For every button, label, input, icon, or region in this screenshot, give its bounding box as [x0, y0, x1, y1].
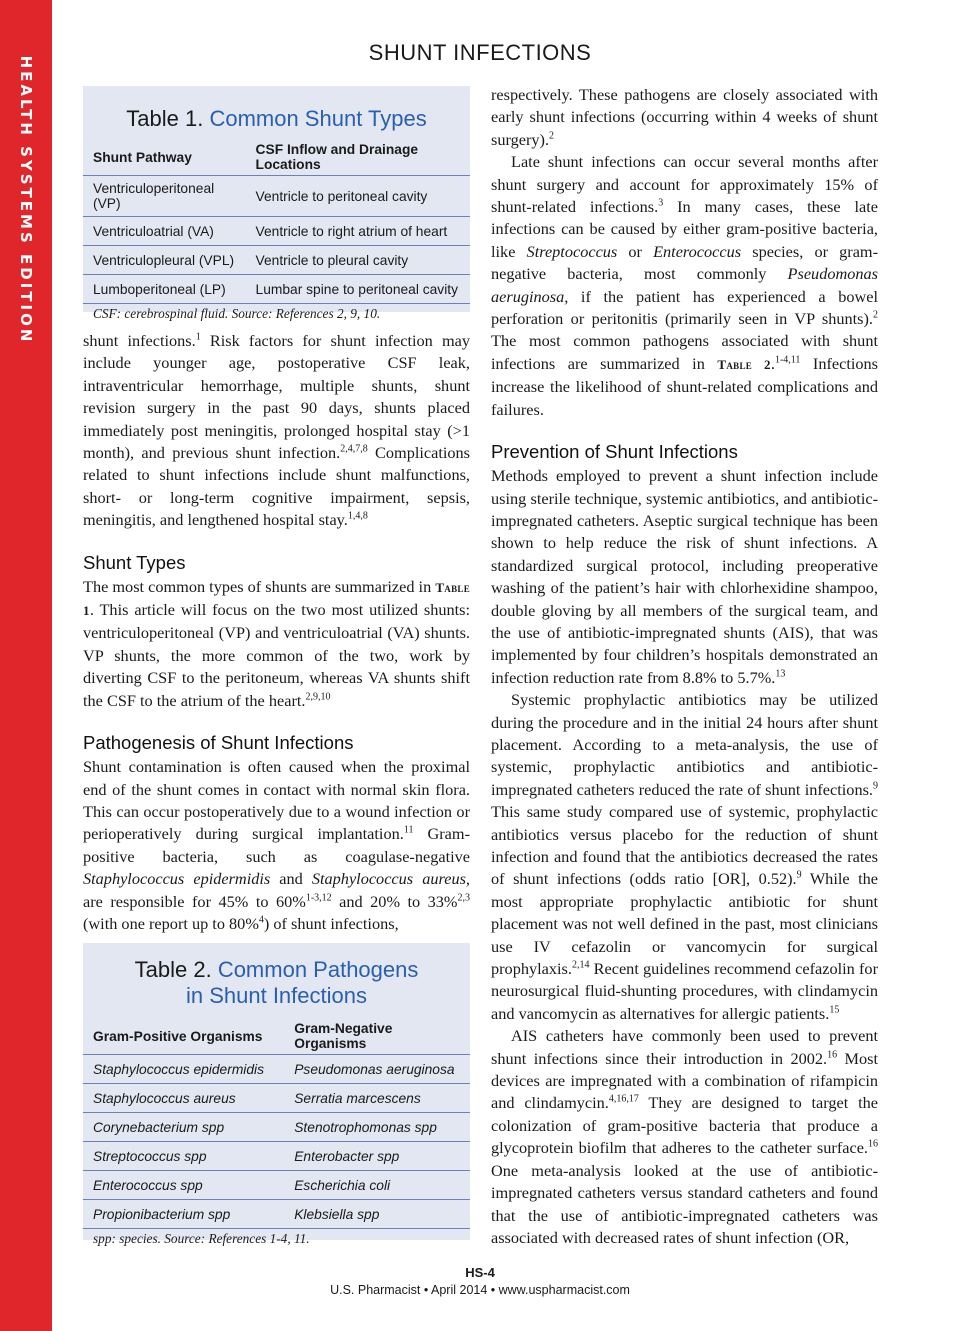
citation: 2,9,10 [305, 691, 331, 703]
table-cell: Pseudomonas aeruginosa [284, 1055, 470, 1084]
table-1 [83, 86, 470, 321]
text: and [270, 869, 312, 889]
table-1-note: CSF: cerebrospinal fluid. Source: References 2, 9, 10. [93, 306, 381, 321]
organism-name: Pseudomonas aeruginosa, [491, 264, 878, 306]
table-row [83, 246, 470, 275]
table-cell: Ventriculopleural (VPL) [83, 246, 246, 275]
section-heading-shunt-types: Shunt Types [83, 551, 186, 573]
table-2-title-prefix: Table 2. [134, 957, 212, 982]
side-strip [0, 0, 52, 1331]
organism-name: Enterococcus [653, 241, 742, 261]
table-cell: Ventricle to pleural cavity [246, 246, 470, 275]
right-column [491, 84, 878, 1249]
table-cell: Ventricle to right atrium of heart [246, 217, 470, 246]
table-2-header: Gram-Positive Organisms [83, 1017, 284, 1055]
table-2 [83, 943, 470, 1246]
table-1-grid [83, 138, 470, 304]
citation: 9 [796, 869, 802, 881]
table-cell: Stenotrophomonas spp [284, 1113, 470, 1142]
citation: 2,3 [457, 892, 470, 904]
citation: 4 [258, 914, 264, 926]
table-cell: Lumboperitoneal (LP) [83, 275, 246, 304]
text: Gram-positive bacteria, such as coagulase-negative [83, 824, 470, 866]
organism-name: Staphylococcus epidermidis [83, 869, 271, 889]
text: Late shunt infections can occur several months after shunt surgery and account for approximately 15% of shunt-related infections. [491, 152, 878, 217]
table-cell: Corynebacterium spp [83, 1113, 284, 1142]
table-row [83, 217, 470, 246]
text: . [770, 353, 775, 373]
table-2-header-row [83, 1017, 470, 1055]
text: species, or gram-negative bacteria, most commonly [491, 241, 879, 284]
citation: 13 [775, 668, 786, 680]
text: respectively. These pathogens are closely associated with early shunt infections (occurring within 4 weeks of shunt surgery). [491, 85, 878, 149]
table-cell: Klebsiella spp [284, 1200, 470, 1229]
text: Most devices are impregnated with a combination of rifampicin and clindamycin. [491, 1048, 878, 1113]
citation: 2 [873, 309, 878, 321]
text: Shunt contamination is often caused when the proximal end of the shunt comes in contact with normal skin flora. This can occur postoperatively due to a wound infection or perioperatively during surgical implantation. [83, 757, 470, 844]
table-row [83, 1142, 470, 1171]
citation: 1-3,12 [305, 892, 332, 904]
citation: 1,4,8 [347, 510, 368, 522]
running-head: SHUNT INFECTIONS [368, 40, 592, 65]
table-cell: Escherichia coli [284, 1171, 470, 1200]
citation: 1-4,11 [774, 354, 801, 366]
citation: 2,14 [571, 959, 590, 971]
table-cell: Streptococcus spp [83, 1142, 284, 1171]
table-row [83, 1113, 470, 1142]
table-1-title [83, 86, 470, 138]
text: The most common types of shunts are summarized in [83, 576, 436, 596]
citation: 3 [658, 197, 664, 209]
table-cell: Enterococcus spp [83, 1171, 284, 1200]
citation: 4,16,17 [608, 1094, 639, 1106]
paragraph [83, 756, 470, 935]
table-row [83, 1055, 470, 1084]
text: Systemic prophylactic antibiotics may be utilized during the procedure and in the initial 24 hours after shunt placement. According to a meta-analysis, the use of systemic, prophylactic antibiotics and antibiotic-impregnated catheters reduced the rate of shunt infections. [491, 690, 878, 799]
text: One meta-analysis looked at the use of antibiotic-impregnated catheters versus standard catheters and found that the use of antibiotic-impregnated catheters was associated with decreased rates of shunt infection (OR, [491, 1160, 878, 1247]
paragraph [83, 576, 470, 712]
text: This same study compared use of systemic, prophylactic antibiotics versus placebo for the reduction of shunt infection and found that the antibiotics decreased the rates of shunt infections (odds ratio [OR], 0.52). [491, 802, 878, 889]
table-1-header-row [83, 138, 470, 176]
table-1-title-main: Common Shunt Types [209, 106, 427, 131]
citation: 2 [549, 130, 555, 142]
table-2-title-line2: in Shunt Infections [185, 983, 367, 1008]
table-2-grid [83, 1017, 470, 1229]
text: They are designed to target the colonization of gram-positive bacteria that produce a glycoprotein biofilm that adheres to the catheter surface. [491, 1093, 879, 1158]
organism-name: Streptococcus [526, 241, 618, 261]
page-number: HS-4 [465, 1265, 495, 1280]
text: Infections increase the likelihood of shunt-related complications and failures. [491, 353, 879, 419]
table-2-title [83, 943, 470, 1017]
table-cell: Staphylococcus aureus [83, 1084, 284, 1113]
text: if the patient has experienced a bowel perforation or peritonitis (primarily seen in VP shunts). [491, 286, 878, 329]
table-cell: Staphylococcus epidermidis [83, 1055, 284, 1084]
paragraph [491, 151, 878, 421]
text: Complications related to shunt infections include shunt malfunctions, short- or long-term cognitive impairment, sepsis, meningitis, and lengthened hospital stay. [83, 443, 470, 530]
table-1-header: CSF Inflow and Drainage Locations [246, 138, 470, 176]
paragraph [83, 330, 470, 532]
table-row [83, 1171, 470, 1200]
citation: 11 [403, 824, 414, 836]
table-row [83, 1084, 470, 1113]
table-cell: Ventricle to peritoneal cavity [246, 176, 470, 217]
table-reference: Table 1 [83, 579, 470, 619]
text: Risk factors for shunt infection may include younger age, postoperative CSF leak, intraventricular hemorrhage, multiple shunts, shunt revision surgery in the past 90 days, shunts placed immediately post meningitis, prolonged hospital stay (>1 month), and previous shunt infection. [83, 331, 470, 463]
table-reference: Table 2 [717, 356, 771, 372]
citation: 1 [195, 331, 201, 343]
text: While the most appropriate prophylactic antibiotic for shunt placement was not well defined in the past, most clinicians use IV cefazolin or vancomycin for surgical prophylaxis. [491, 869, 878, 979]
table-cell: Enterobacter spp [284, 1142, 470, 1171]
table-2-title-line1: Common Pathogens [217, 957, 419, 982]
table-cell: Ventriculoperitoneal (VP) [83, 176, 246, 217]
table-cell: Propionibacterium spp [83, 1200, 284, 1229]
table-1-title-prefix: Table 1. [126, 106, 204, 131]
section-heading-pathogenesis: Pathogenesis of Shunt Infections [83, 732, 354, 754]
citation: 15 [829, 1004, 840, 1016]
table-row [83, 1200, 470, 1229]
citation: 9 [873, 780, 878, 792]
table-row [83, 275, 470, 304]
text: AIS catheters have commonly been used to prevent shunt infections since their introduction in 2002. [491, 1026, 878, 1068]
left-column [83, 330, 470, 935]
table-2-note: spp: species. Source: References 1-4, 11. [93, 1231, 310, 1246]
paragraph [491, 84, 878, 151]
paragraph [491, 1025, 878, 1249]
citation: 16 [868, 1138, 878, 1150]
text: In many cases, these late infections can be caused by either gram-positive bacteria, like [491, 197, 878, 261]
organism-name: Staphylococcus aureus, [311, 869, 470, 889]
paragraph [491, 465, 878, 689]
text: or [617, 241, 654, 261]
side-label: HEALTH SYSTEMS EDITION [17, 55, 35, 345]
text: (with one report up to 80% [83, 913, 259, 933]
table-1-header: Shunt Pathway [83, 138, 246, 176]
text: Recent guidelines recommend cefazolin for neurosurgical fluid-shunting procedures, with clindamycin and vancomycin as alternatives for allergic patients. [491, 959, 878, 1023]
section-heading-prevention: Prevention of Shunt Infections [491, 441, 738, 463]
text: and 20% to 33% [331, 891, 458, 911]
text: are responsible for 45% to 60% [83, 891, 306, 911]
citation: 2,4,7,8 [340, 443, 368, 455]
table-cell: Serratia marcescens [284, 1084, 470, 1113]
text: . This article will focus on the two most utilized shunts: ventriculoperitoneal (VP) and ventriculoatrial (VA) shunts. VP shunts, the more common of the two, work by diverting CSF to the peritoneum, whereas VA shunts shift the CSF to the atrium of the heart. [83, 600, 470, 710]
table-row [83, 176, 470, 217]
table-2-header: Gram-Negative Organisms [284, 1017, 470, 1055]
footer-publication: U.S. Pharmacist • April 2014 • www.uspharmacist.com [330, 1283, 630, 1297]
citation: 16 [827, 1049, 838, 1061]
text: The most common pathogens associated with shunt infections are summarized in [491, 331, 878, 373]
text: shunt infections. [83, 331, 196, 350]
text: Methods employed to prevent a shunt infection include using sterile technique, systemic antibiotics, and antibiotic-impregnated catheters. Aseptic surgical technique has been shown to help reduce the risk of shunt infections. A standardized surgical protocol, including preoperative washing of the patient’s hair with chlorhexidine shampoo, double gloving by all members of the surgical team, and the use of antibiotic-impregnated shunts (AIS), that was implemented by four children’s hospitals demonstrated an infection reduction rate from 8.8% to 5.7%. [491, 466, 878, 687]
table-cell: Ventriculoatrial (VA) [83, 217, 246, 246]
table-cell: Lumbar spine to peritoneal cavity [246, 275, 470, 304]
text: ) of shunt infections, [263, 913, 399, 933]
paragraph [491, 689, 878, 1025]
